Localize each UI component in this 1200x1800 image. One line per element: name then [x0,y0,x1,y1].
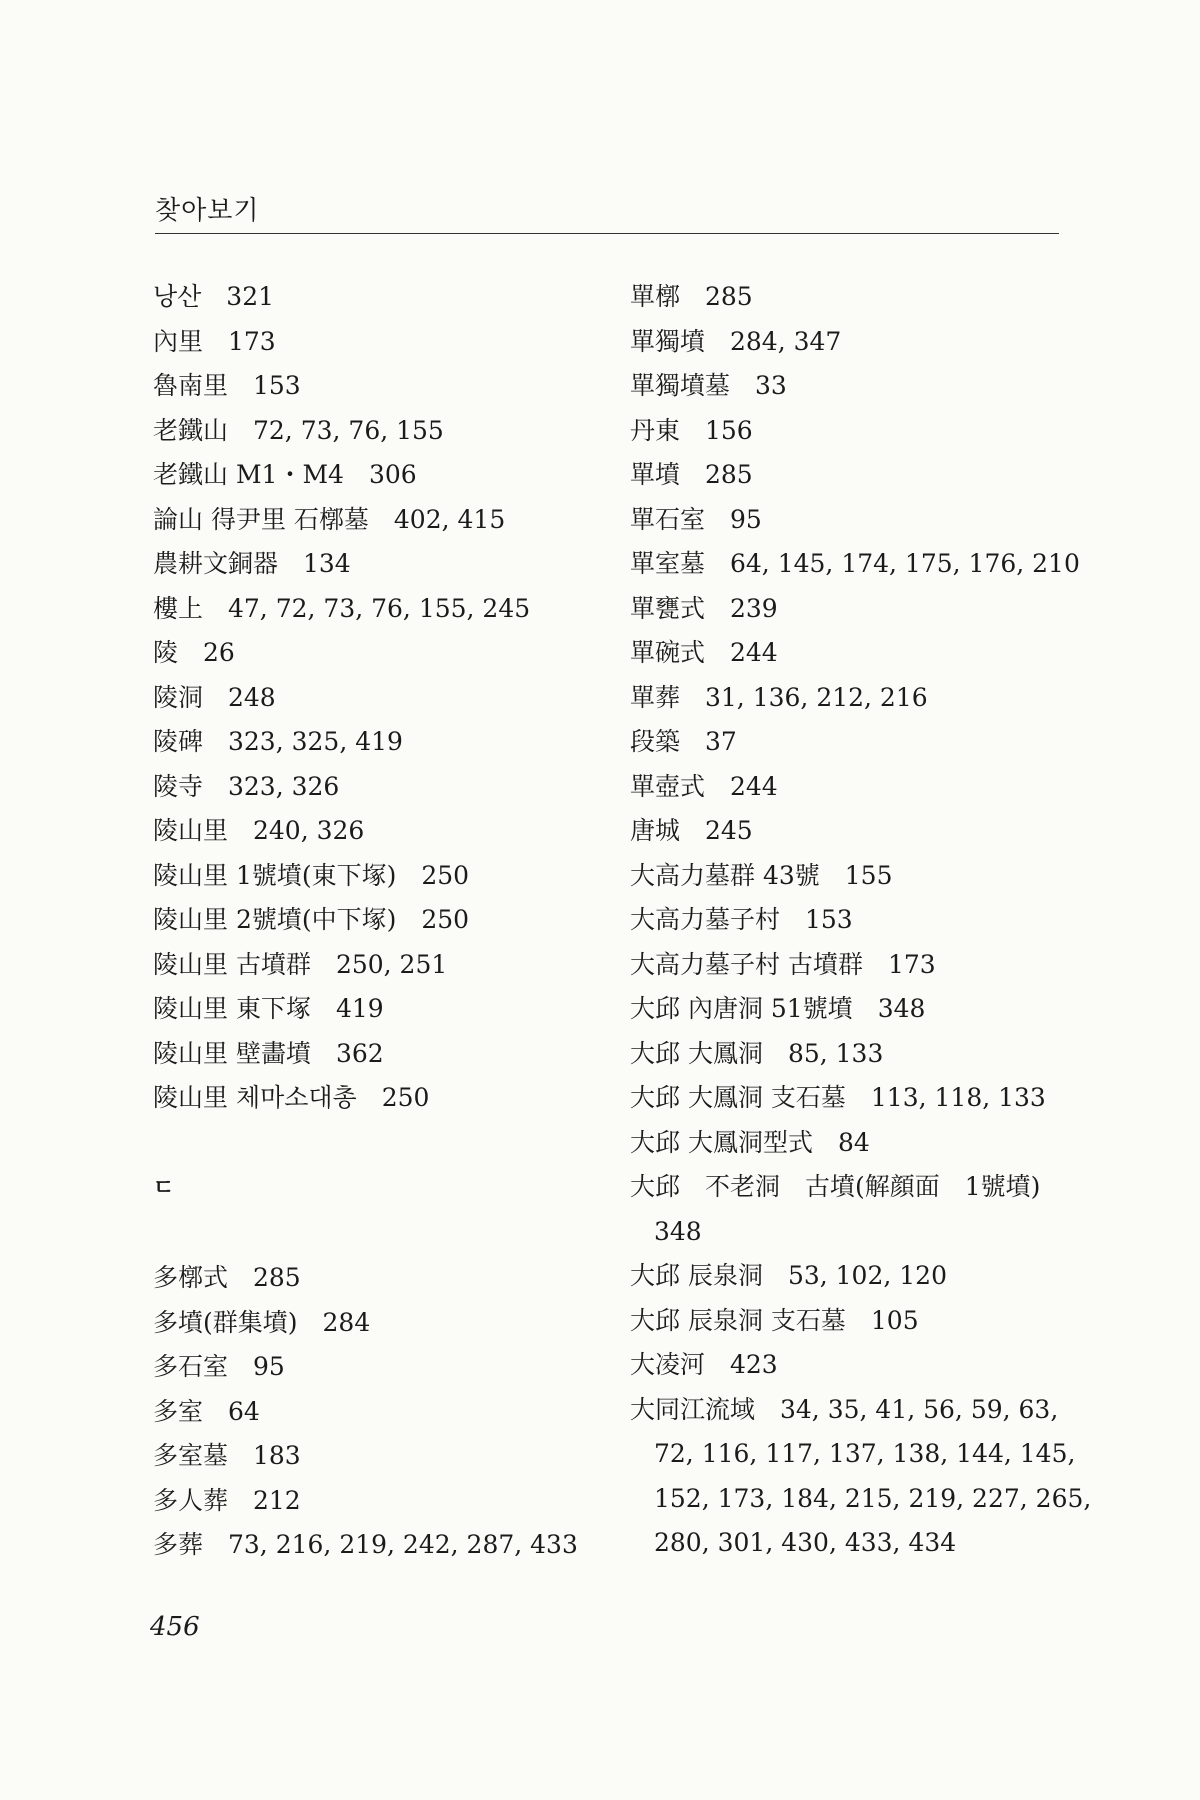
index-entry-text: 陵山里 1號墳(東下塚) 250 [153,860,470,890]
index-entry-text: 多槨式 285 [153,1263,301,1292]
index-entry-text: 多人葬 212 [153,1485,301,1515]
index-entry-text: 老鐵山 M1・M4 306 [153,460,417,489]
index-entry [630,1121,1070,1166]
index-entry-text: 낭산 321 [153,282,275,311]
index-entry-text: 陵山里 古墳群 250, 251 [153,949,448,979]
index-entry-text: 多室墓 183 [153,1441,301,1470]
page-number: 456 [150,1612,200,1642]
index-entry [153,943,583,988]
index-entry-text: 多室 64 [153,1396,260,1426]
index-entry-text: 陵山里 東下塚 419 [153,994,384,1023]
index-entry [153,765,583,810]
index-entry-text: 陵山里 2號墳(中下塚) 250 [153,905,470,934]
index-entry [630,1032,1070,1077]
index-entry-text: 陵山里 240, 326 [153,816,365,845]
index-entry [153,453,583,498]
index-entry [153,898,583,943]
index-entry [153,1523,583,1568]
index-entry [153,1032,583,1077]
index-entry [630,1299,1070,1344]
index-entry-text: 農耕文銅器 134 [153,549,351,578]
page-header-title: 찾아보기 [155,196,260,226]
index-entry-text: 單葬 31, 136, 212, 216 [630,682,928,712]
index-entry-text: 大邱 大鳳洞 支石墓 113, 118, 133 [630,1083,1046,1112]
index-entry-text: 單室墓 64, 145, 174, 175, 176, 210 [630,549,1080,578]
index-entry-text: 魯南里 153 [153,371,301,400]
index-entry-text: 大邱 大鳳洞 85, 133 [630,1038,884,1068]
header-rule [155,233,1059,234]
index-entry [153,676,583,721]
index-entry-text: 大邱 不老洞 古墳(解顔面 1號墳) [630,1172,1041,1201]
index-entry [153,1301,583,1346]
index-entry-text: 論山 得尹里 石槨墓 402, 415 [153,504,506,534]
index-entry [153,854,583,899]
index-entry [630,1254,1070,1299]
index-entry [630,453,1070,498]
index-entry [630,943,1070,988]
index-column-left [153,275,583,1568]
index-entry [153,1479,583,1524]
index-entry [153,631,583,676]
index-entry [630,720,1070,765]
index-entry-text: 樓上 47, 72, 73, 76, 155, 245 [153,593,531,623]
index-entry-continuation: 72, 116, 117, 137, 138, 144, 145, [654,1439,1076,1468]
index-column-right [630,275,1092,1566]
index-entry [153,720,583,765]
index-entry [153,987,583,1032]
index-entry-text: 老鐵山 72, 73, 76, 155 [153,415,444,445]
index-entry-text: 陵寺 323, 326 [153,771,340,801]
index-entry [153,1256,583,1301]
index-entry [630,542,1080,587]
index-entry [630,809,1070,854]
index-entry [630,765,1070,810]
index-entry-text: 單獨墳 284, 347 [630,326,842,356]
index-entry [153,809,583,854]
blank-line [153,1121,583,1166]
index-entry-text: 單碗式 244 [630,638,778,667]
index-entry [153,1345,583,1390]
index-entry [153,409,583,454]
index-entry-text: 陵 26 [153,638,235,667]
index-entry-text: 單墳 285 [630,460,753,489]
index-entry [153,1390,583,1435]
index-entry-text: 單槨 285 [630,282,753,311]
index-entry [153,542,583,587]
index-entry [153,1076,583,1121]
index-entry-text: 大邱 大鳳洞型式 84 [630,1127,870,1157]
index-entry [630,275,1070,320]
index-entry-text: 大邱 辰泉洞 53, 102, 120 [630,1261,947,1290]
index-entry [630,1165,1070,1254]
index-entry [630,987,1070,1032]
index-entry-continuation: 280, 301, 430, 433, 434 [654,1528,957,1557]
index-entry [630,854,1070,899]
index-entry [630,498,1070,543]
section-heading [153,1165,583,1212]
index-entry [153,587,583,632]
index-entry [630,898,1070,943]
index-entry-text: 單壺式 244 [630,771,778,801]
index-entry-text: 多石室 95 [153,1352,285,1381]
index-entry-text: 陵碑 323, 325, 419 [153,727,403,756]
index-entry-text: 丹東 156 [630,415,753,445]
index-entry-continuation: 348 [654,1216,702,1246]
index-entry-text: 內里 173 [153,326,276,356]
index-entry-text: 陵山里 壁畵墳 362 [153,1038,384,1068]
section-letter: ㄷ [153,1176,175,1201]
index-entry-text: 唐城 245 [630,816,753,845]
index-entry-text: 單石室 95 [630,504,762,534]
index-entry [630,364,1070,409]
index-entry-text: 大同江流域 34, 35, 41, 56, 59, 63, [630,1394,1059,1424]
blank-line [153,1212,583,1257]
index-entry [630,1388,1092,1566]
index-entry [630,1076,1070,1121]
index-entry-text: 大邱 辰泉洞 支石墓 105 [630,1305,919,1335]
index-entry [153,1434,583,1479]
index-entry [153,364,583,409]
index-entry-text: 大高力墓群 43號 155 [630,860,893,890]
index-entry-text: 大邱 內唐洞 51號墳 348 [630,994,926,1023]
index-entry [153,498,583,543]
index-entry [630,631,1070,676]
index-entry-text: 陵洞 248 [153,682,276,712]
index-entry [153,275,583,320]
index-entry-text: 陵山里 체마소대총 250 [153,1083,430,1112]
index-entry [630,676,1070,721]
index-entry-text: 單甕式 239 [630,593,778,623]
index-entry-text: 多墳(群集墳) 284 [153,1307,371,1337]
index-entry-continuation: 152, 173, 184, 215, 219, 227, 265, [654,1483,1092,1513]
index-entry-text: 大高力墓子村 153 [630,905,853,934]
index-entry [630,409,1070,454]
index-entry [630,1343,1070,1388]
index-entry-text: 大高力墓子村 古墳群 173 [630,949,936,979]
index-entry-text: 大凌河 423 [630,1350,778,1379]
index-entry [630,320,1070,365]
index-entry [153,320,583,365]
index-entry-text: 段築 37 [630,727,737,756]
index-entry [630,587,1070,632]
index-entry-text: 多葬 73, 216, 219, 242, 287, 433 [153,1530,578,1559]
index-entry-text: 單獨墳墓 33 [630,371,787,400]
